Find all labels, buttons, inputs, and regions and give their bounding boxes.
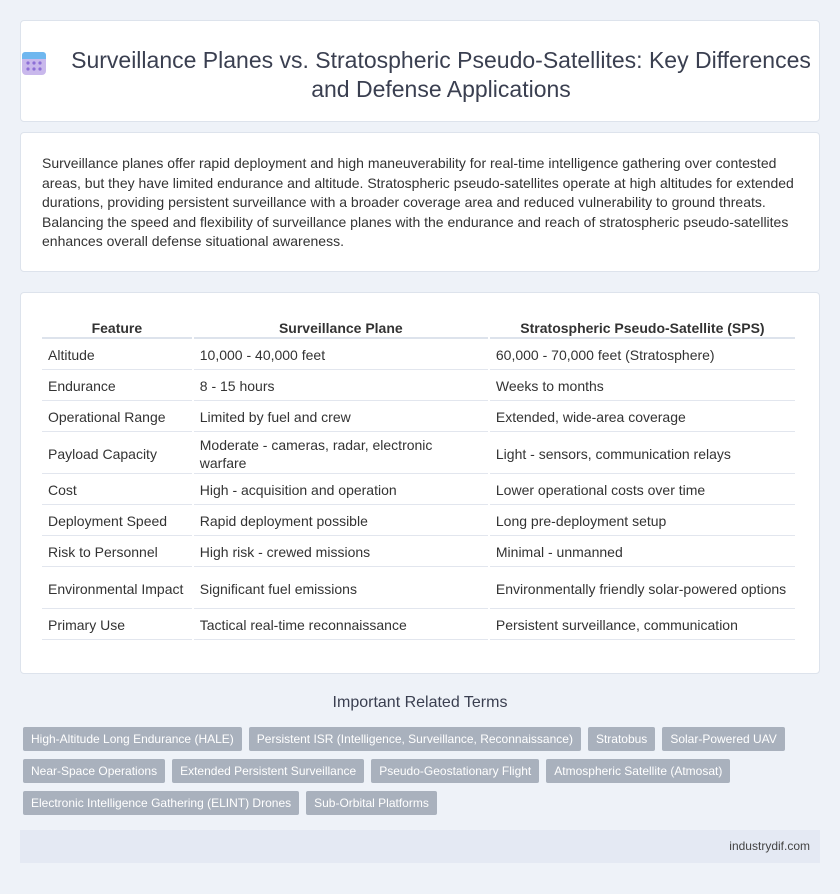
term-tag[interactable]: Atmospheric Satellite (Atmosat) [546, 759, 730, 783]
comparison-card [20, 292, 820, 674]
plane-cell: 10,000 - 40,000 feet [194, 341, 488, 370]
sps-cell: Minimal - unmanned [490, 538, 795, 567]
term-tag[interactable]: Persistent ISR (Intelligence, Surveillance, Reconnaissance) [249, 727, 581, 751]
term-tag[interactable]: High-Altitude Long Endurance (HALE) [23, 727, 242, 751]
table-row [42, 507, 795, 536]
table-row [42, 341, 795, 370]
table-row [42, 434, 795, 474]
header-sps: Stratospheric Pseudo-Satellite (SPS) [490, 315, 795, 339]
related-terms-list [23, 727, 823, 815]
term-tag[interactable]: Extended Persistent Surveillance [172, 759, 364, 783]
intro-card [20, 132, 820, 272]
plane-cell: Significant fuel emissions [194, 569, 488, 609]
feature-cell: Altitude [42, 341, 192, 370]
term-tag[interactable]: Sub-Orbital Platforms [306, 791, 437, 815]
sps-cell: 60,000 - 70,000 feet (Stratosphere) [490, 341, 795, 370]
table-row [42, 372, 795, 401]
table-row [42, 569, 795, 609]
feature-cell: Deployment Speed [42, 507, 192, 536]
sps-cell: Lower operational costs over time [490, 476, 795, 505]
plane-cell: Rapid deployment possible [194, 507, 488, 536]
sps-cell: Light - sensors, communication relays [490, 434, 795, 474]
feature-cell: Primary Use [42, 611, 192, 640]
feature-cell: Cost [42, 476, 192, 505]
term-tag[interactable]: Stratobus [588, 727, 655, 751]
plane-cell: Limited by fuel and crew [194, 403, 488, 432]
plane-cell: High risk - crewed missions [194, 538, 488, 567]
comparison-table [40, 313, 797, 642]
term-tag[interactable]: Electronic Intelligence Gathering (ELINT) Drones [23, 791, 299, 815]
table-row [42, 403, 795, 432]
feature-cell: Payload Capacity [42, 434, 192, 474]
feature-cell: Operational Range [42, 403, 192, 432]
table-row [42, 611, 795, 640]
intro-paragraph: Surveillance planes offer rapid deployment and high maneuverability for real-time intelligence gathering over contested areas, but they have limited endurance and altitude. Stratospheric pseudo-satellites operate at high altitudes for extended durations, providing persistent surveillance with a broader coverage area and reduced vulnerability to ground threats. Balancing the speed and flexibility of surveillance planes with the endurance and reach of stratospheric pseudo-satellites enhances overall defense situational awareness. [42, 155, 794, 250]
page-title: Surveillance Planes vs. Stratospheric Pseudo-Satellites: Key Differences and Defense Applications [71, 47, 811, 102]
table-row [42, 476, 795, 505]
sps-cell: Long pre-deployment setup [490, 507, 795, 536]
sps-cell: Environmentally friendly solar-powered options [490, 569, 795, 609]
footer-site-link[interactable]: industrydif.com [729, 839, 810, 853]
plane-cell: High - acquisition and operation [194, 476, 488, 505]
feature-cell: Risk to Personnel [42, 538, 192, 567]
header-feature: Feature [42, 315, 192, 339]
header-surveillance-plane: Surveillance Plane [194, 315, 488, 339]
calendar-grid-icon [21, 50, 47, 76]
term-tag[interactable]: Solar-Powered UAV [662, 727, 785, 751]
plane-cell: Tactical real-time reconnaissance [194, 611, 488, 640]
title-card [20, 20, 820, 122]
plane-cell: Moderate - cameras, radar, electronic warfare [194, 434, 488, 474]
sps-cell: Extended, wide-area coverage [490, 403, 795, 432]
plane-cell: 8 - 15 hours [194, 372, 488, 401]
title-wrap [21, 21, 819, 104]
table-row [42, 538, 795, 567]
sps-cell: Persistent surveillance, communication [490, 611, 795, 640]
feature-cell: Environmental Impact [42, 569, 192, 609]
sps-cell: Weeks to months [490, 372, 795, 401]
table-header-row [42, 315, 795, 339]
feature-cell: Endurance [42, 372, 192, 401]
term-tag[interactable]: Pseudo-Geostationary Flight [371, 759, 539, 783]
term-tag[interactable]: Near-Space Operations [23, 759, 165, 783]
related-terms-heading: Important Related Terms [332, 694, 508, 711]
footer [20, 830, 820, 863]
